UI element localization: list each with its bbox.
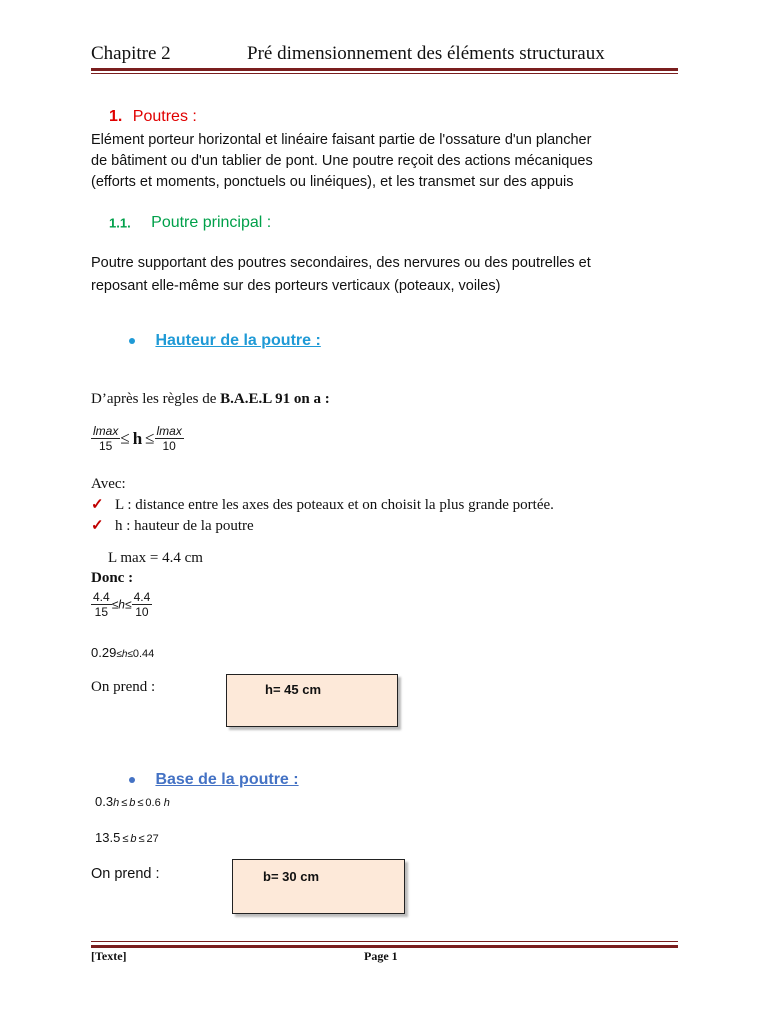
rule-prefix: D’après les règles de [91, 391, 221, 407]
donc-label: Donc : [91, 570, 134, 586]
base-heading [129, 771, 299, 789]
section11-heading [109, 214, 271, 232]
range-var: b [129, 797, 136, 809]
section1-heading [109, 108, 197, 126]
section1-line: (efforts et moments, ponctuels ou linéiques), et les transmet sur des appuis [91, 174, 574, 190]
footer-page: Page 1 [364, 949, 398, 963]
le-sign: ≤ [122, 833, 129, 845]
formula-var-h: h [132, 428, 143, 448]
base-title: Base de la poutre : [155, 771, 299, 788]
on-prend-label-2: On prend : [91, 866, 160, 882]
range-var: b [130, 833, 137, 845]
base-range-1 [95, 794, 170, 809]
header-title: Pré dimensionnement des éléments structuraux [247, 43, 605, 64]
formula-var-h: h [118, 597, 125, 612]
range-var: h [113, 797, 120, 809]
lmax-value: L max = 4.4 cm [108, 550, 203, 566]
avec-label: Avec: [91, 476, 126, 492]
range-high: 27 [146, 833, 159, 845]
le-sign: ≤ [124, 597, 132, 612]
header-rule-thick [91, 68, 678, 71]
footer-rule-thick [91, 945, 678, 948]
le-sign: ≤ [145, 428, 155, 448]
le-sign: ≤ [116, 649, 122, 660]
fraction-right-den: 10 [162, 439, 176, 453]
hauteur-heading [129, 332, 321, 350]
section1-title: Poutres : [132, 108, 197, 125]
formula-main [91, 424, 184, 453]
h-range [91, 645, 154, 660]
rule-code: B.A.E.L 91 [220, 391, 291, 407]
le-sign: ≤ [127, 649, 133, 660]
definition-item [91, 495, 554, 516]
fraction-right-num: 4.4 [133, 590, 151, 604]
result-h: h= 45 cm [265, 682, 322, 697]
section1-paragraph [91, 130, 593, 193]
le-sign: ≤ [111, 597, 119, 612]
bullet-icon [129, 338, 135, 344]
bullet-icon [129, 777, 135, 783]
fraction-right [132, 590, 153, 619]
section11-paragraph [91, 252, 591, 298]
section11-line: reposant elle-même sur des porteurs verticaux (poteaux, voiles) [91, 278, 501, 294]
header-chapter: Chapitre 2 [91, 43, 171, 64]
section1-line: de bâtiment ou d'un tablier de pont. Une poutre reçoit des actions mécaniques [91, 153, 593, 169]
range-high: 0.6 [145, 797, 161, 809]
range-high: 0.44 [132, 648, 155, 660]
section1-number: 1. [109, 108, 123, 125]
fraction-left [91, 424, 120, 453]
fraction-left-den: 15 [98, 439, 113, 453]
fraction-right-num: lmax [156, 424, 182, 438]
le-sign: ≤ [138, 833, 145, 845]
formula-numeric [91, 590, 152, 619]
fraction-left [91, 590, 112, 619]
le-sign: ≤ [120, 428, 130, 448]
le-sign: ≤ [137, 797, 144, 809]
fraction-right [155, 424, 184, 453]
section11-number: 1.1. [109, 215, 131, 231]
definition-list [91, 495, 554, 537]
footer-left: [Texte] [91, 949, 127, 963]
section11-title: Poutre principal : [151, 214, 272, 231]
footer-rule-thin [91, 941, 678, 942]
section11-line: Poutre supportant des poutres secondaires, des nervures ou des poutrelles et [91, 255, 591, 271]
result-box-b [232, 859, 405, 914]
checkmark-icon: ✓ [91, 497, 104, 513]
range-low: 0.3 [95, 794, 114, 809]
result-b: b= 30 cm [263, 869, 320, 884]
base-range-2 [95, 830, 159, 845]
range-var: h [163, 797, 170, 809]
fraction-left-den: 15 [94, 605, 109, 619]
le-sign: ≤ [121, 797, 128, 809]
fraction-right-den: 10 [135, 605, 149, 619]
range-low: 13.5 [95, 830, 121, 845]
header-rule-thin [91, 73, 678, 74]
range-var: h [121, 649, 128, 660]
hauteur-title: Hauteur de la poutre : [155, 332, 321, 349]
definition-text: L : distance entre les axes des poteaux et on choisit la plus grande portée. [115, 497, 554, 513]
bael-rule-line [91, 391, 330, 408]
checkmark-icon: ✓ [91, 518, 104, 534]
on-prend-label: On prend : [91, 679, 156, 695]
rule-suffix: on a : [290, 391, 330, 407]
fraction-left-num: lmax [93, 424, 119, 438]
section1-line: Elément porteur horizontal et linéaire faisant partie de l'ossature d'un plancher [91, 132, 592, 148]
range-low: 0.29 [91, 645, 117, 660]
fraction-left-num: 4.4 [93, 590, 110, 604]
definition-item [91, 516, 554, 537]
result-box-h [226, 674, 398, 727]
definition-text: h : hauteur de la poutre [115, 518, 254, 534]
